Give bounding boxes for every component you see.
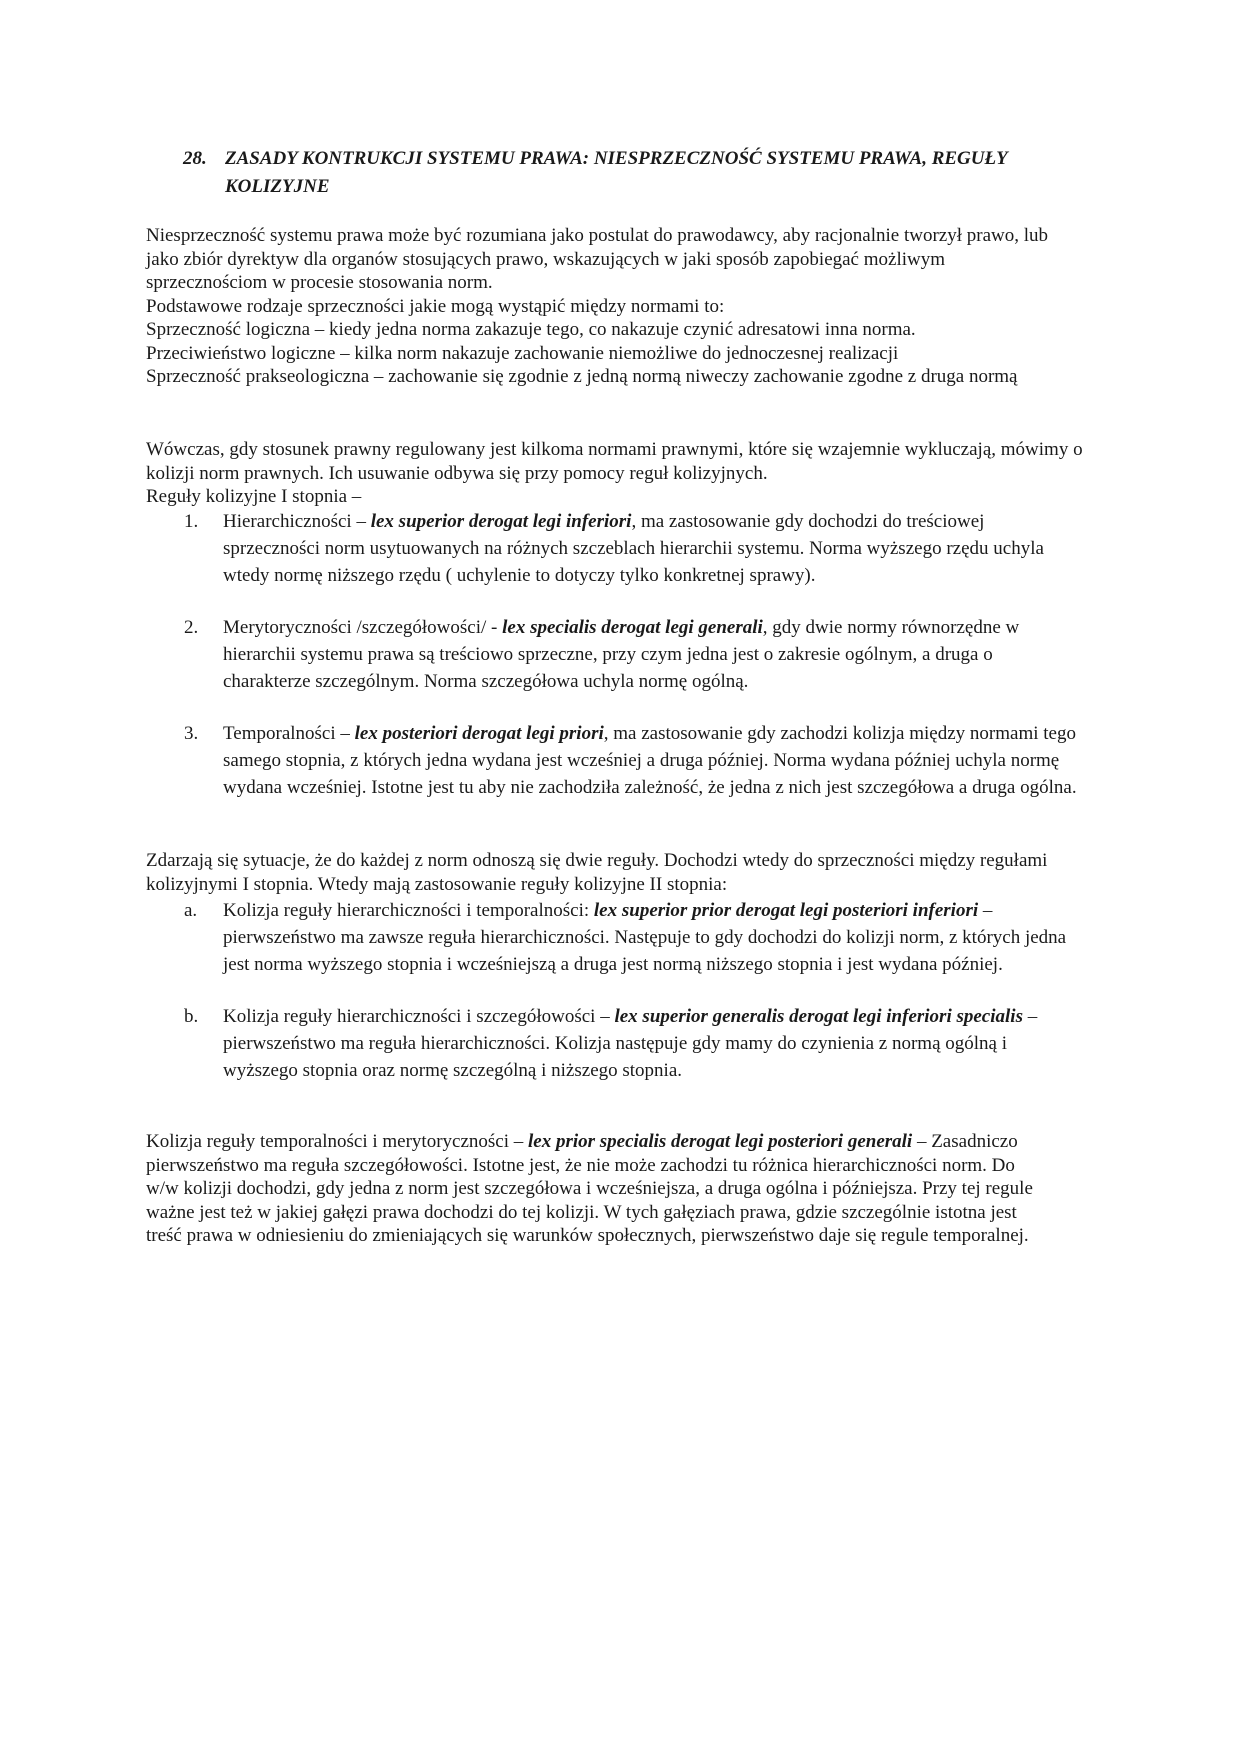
second-degree-paragraph: Zdarzają się sytuacje, że do każdej z norm odnoszą się dwie reguły. Dochodzi wtedy do sprzeczności między regułami kolizyjnymi I stopnia. Wtedy mają zastosowanie reguły kolizyjne II stopnia: — [146, 850, 1048, 895]
latin-maxim: lex superior prior derogat legi posteriori inferiori — [593, 900, 979, 921]
list-item: b. Kolizja reguły hierarchiczności i szczegółowości – lex superior generalis derogat legi inferiori specialis – pierwszeństwo ma reguła hierarchiczności. Kolizja następuje gdy mamy do czynienia z normą ogólną i wyższego stopnia oraz normę szczególną i niższego stopnia. — [146, 1003, 1083, 1084]
list-item: 2. Merytoryczności /szczegółowości/ - lex specialis derogat legi generali, gdy dwie normy równorzędne w hierarchii systemu prawa są treściowo sprzeczne, przy czym jedna jest o zakresie ogólnym, a druga o charakterze szczególnym. Norma szczegółowa uchyla normę ogólną. — [146, 614, 1083, 695]
first-degree-rules-label: Reguły kolizyjne I stopnia – — [146, 486, 362, 507]
closing-paragraph: Kolizja reguły temporalności i merytoryczności – lex prior specialis derogat legi posteriori generali – Zasadniczo pierwszeństwo ma reguła szczegółowości. Istotne jest, że nie może zachodzi tu różnica hierarchiczności norm. Do w/w kolizji dochodzi, gdy jedna z norm jest szczegółowa i wcześniejsza, a druga ogólna i późniejsza. Przy tej regule ważne jest też w jakiej gałęzi prawa dochodzi do tej kolizji. W tych gałęziach prawa, gdzie szczególnie istotna jest treść prawa w odniesieniu do zmieniających się warunków społecznych, pierwszeństwo daje się regule temporalnej. — [146, 1131, 1033, 1246]
second-degree-rules-list — [146, 897, 1083, 1084]
list-item: 1. Hierarchiczności – lex superior derogat legi inferiori, ma zastosowanie gdy dochodzi do treściowej sprzeczności norm usytuowanych na różnych szczeblach hierarchii systemu. Norma wyższego rzędu uchyla wtedy normę niższego rzędu ( uchylenie to dotyczy tylko konkretnej sprawy). — [146, 508, 1083, 589]
list-marker: 2. — [184, 617, 199, 638]
collision-intro-block — [146, 438, 1091, 509]
latin-maxim: lex prior specialis derogat legi posteriori generali — [528, 1131, 913, 1152]
latin-maxim: lex superior derogat legi inferiori — [370, 511, 632, 532]
list-item: 3. Temporalności – lex posteriori derogat legi priori, ma zastosowanie gdy zachodzi kolizja między normami tego samego stopnia, z których jedna wydana jest wcześniej a druga później. Norma wydana później uchyla normę wydana wcześniej. Istotne jest tu aby nie zachodziła zależność, że jedna z nich jest szczegółowa a druga ogólna. — [146, 720, 1083, 801]
list-marker: 1. — [184, 511, 199, 532]
latin-maxim: lex specialis derogat legi generali — [502, 617, 763, 638]
closing-block — [146, 1130, 1041, 1248]
praxeological-contradiction: Sprzeczność prakseologiczna – zachowanie się zgodnie z jedną normą niweczy zachowanie zgodne z druga normą — [146, 366, 1018, 387]
list-marker: 3. — [184, 723, 199, 744]
heading-number: 28. — [183, 148, 207, 169]
list-item: a. Kolizja reguły hierarchiczności i temporalności: lex superior prior derogat legi posteriori inferiori – pierwszeństwo ma zawsze reguła hierarchiczności. Następuje to gdy dochodzi do kolizji norm, z których jedna jest norma wyższego stopnia i wcześniejszą a druga jest normą niższego stopnia i jest wydana później. — [146, 897, 1083, 978]
collision-paragraph: Wówczas, gdy stosunek prawny regulowany jest kilkoma normami prawnymi, które się wzajemnie wykluczają, mówimy o kolizji norm prawnych. Ich usuwanie odbywa się przy pomocy reguł kolizyjnych. — [146, 439, 1083, 484]
latin-maxim: lex posteriori derogat legi priori — [354, 723, 604, 744]
section-heading — [183, 145, 1113, 201]
list-marker: a. — [184, 900, 198, 921]
intro-paragraph: Niesprzeczność systemu prawa może być rozumiana jako postulat do prawodawcy, aby racjonalnie tworzył prawo, lub jako zbiór dyrektyw dla organów stosujących prawo, wskazujących w jaki sposób zapobiegać możliwym sprzecznościom w procesie stosowania norm. — [146, 225, 1049, 293]
contradiction-types-intro: Podstawowe rodzaje sprzeczności jakie mogą wystąpić między normami to: — [146, 295, 725, 317]
list-marker: b. — [184, 1006, 199, 1027]
latin-maxim: lex superior generalis derogat legi inferiori specialis — [614, 1006, 1023, 1027]
intro-block — [146, 224, 1071, 389]
heading-title: ZASADY KONTRUKCJI SYSTEMU PRAWA: NIESPRZECZNOŚĆ SYSTEMU PRAWA, REGUŁY KOLIZYJNE — [225, 148, 1007, 197]
logical-opposition: Przeciwieństwo logiczne – kilka norm nakazuje zachowanie niemożliwe do jednoczesnej realizacji — [146, 342, 899, 364]
second-degree-intro-block — [146, 849, 1071, 896]
first-degree-rules-list — [146, 508, 1083, 801]
logical-contradiction: Sprzeczność logiczna – kiedy jedna norma zakazuje tego, co nakazuje czynić adresatowi inna norma. — [146, 319, 916, 340]
